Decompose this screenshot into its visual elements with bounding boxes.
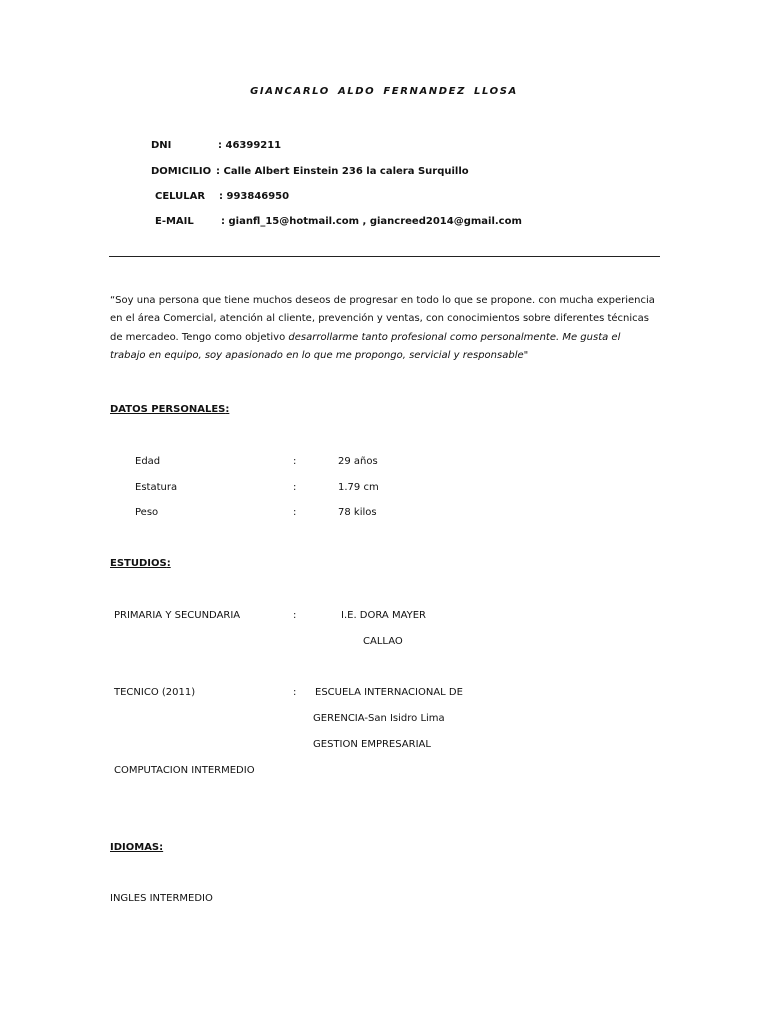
celular-label: CELULAR [155,191,206,202]
estudios-heading-text: ESTUDIOS [110,558,167,569]
summary-line-3 [110,329,659,347]
summary-line-3-italic: desarrollarme tanto profesional como personalmente. Me gusta el [288,331,621,343]
estatura-label: Estatura [135,482,178,493]
estudios-heading [110,558,171,569]
summary-line-4-italic: trabajo en equipo, soy apasionado en lo que me propongo, servicial y responsable" [110,349,529,361]
estudios-heading-colon: : [166,558,171,569]
tecnico-label: TECNICO (2011) [114,687,196,698]
computacion-level: COMPUTACION INTERMEDIO [114,765,255,776]
celular-value: : 993846950 [219,191,290,202]
datos-personales-heading-colon: : [225,404,230,415]
email-label: E-MAIL [155,216,194,227]
peso-label: Peso [135,507,159,518]
estatura-value: 1.79 cm [338,482,379,493]
dni-value: : 46399211 [218,140,282,151]
tecnico-school-line-2: GERENCIA-San Isidro Lima [313,713,445,724]
domicilio-label: DOMICILIO [151,166,212,177]
idiomas-heading: IDIOMAS: [110,842,164,853]
summary-line-1: “Soy una persona que tiene muchos deseos de progresar en todo lo que se propone. con mucha experiencia [110,295,655,306]
ingles-level: INGLES INTERMEDIO [110,893,213,904]
datos-personales-heading-text: DATOS PERSONALES [110,404,226,415]
primaria-separator: : [293,610,297,621]
primaria-label: PRIMARIA Y SECUNDARIA [114,610,241,621]
summary-line-3-normal: de mercadeo. Tengo como objetivo [110,331,289,343]
summary-line-4 [110,347,659,365]
horizontal-divider [109,256,660,257]
edad-label: Edad [135,456,161,467]
primaria-city: CALLAO [363,636,403,647]
peso-value: 78 kilos [338,507,377,518]
dni-label: DNI [151,140,172,151]
tecnico-school-line-1: ESCUELA INTERNACIONAL DE [315,687,463,698]
primaria-school: I.E. DORA MAYER [341,610,427,621]
domicilio-value: : Calle Albert Einstein 236 la calera Surquillo [216,166,469,177]
cv-name-title: GIANCARLO ALDO FERNANDEZ LLOSA [250,86,518,97]
edad-value: 29 años [338,456,378,467]
summary-line-2: en el área Comercial, atención al cliente, prevención y ventas, con conocimientos sobre diferentes técnicas [110,313,650,325]
tecnico-separator: : [293,687,297,698]
email-value: : gianfl_15@hotmail.com , giancreed2014@gmail.com [221,216,522,227]
peso-separator: : [293,507,297,518]
estatura-separator: : [293,482,297,493]
tecnico-program: GESTION EMPRESARIAL [313,739,431,750]
datos-personales-heading [110,404,229,415]
profile-summary [110,292,659,365]
edad-separator: : [293,456,297,467]
